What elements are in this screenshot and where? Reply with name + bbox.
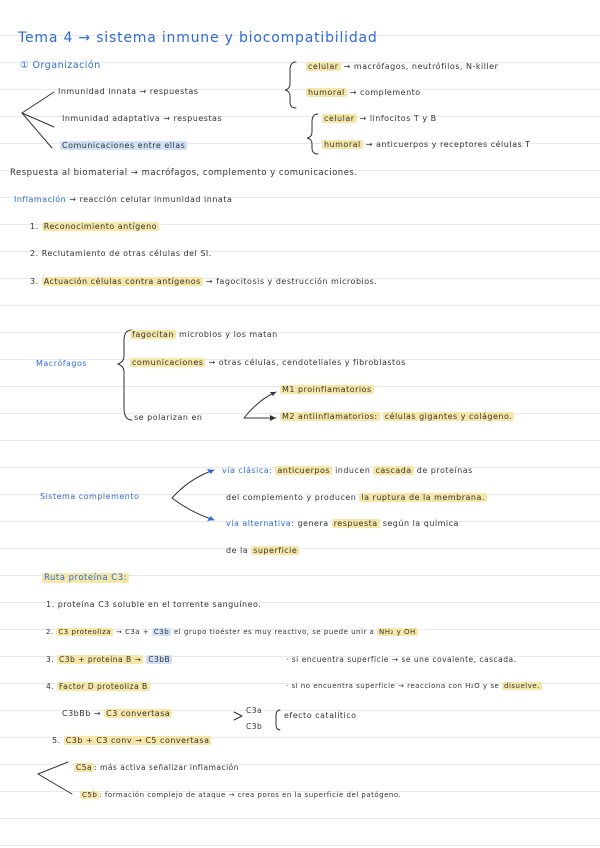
inflamacion-step-3: 3. Actuación células contra antígenos → fagocitosis y destrucción microbios. — [30, 277, 378, 286]
innata-label: Inmunidad innata → respuestas — [58, 87, 199, 96]
via-clasica-line-2: del complemento y producen la ruptura de la membrana. — [226, 493, 485, 502]
inflamacion-line: Inflamación → reacción celular inmunidad innata — [14, 195, 233, 204]
ruta-step-5: 5. C3b + C3 conv → C5 convertasa — [52, 736, 210, 745]
c3bbb-arrow — [234, 712, 242, 720]
macrofagos-label: Macrófagos — [36, 359, 88, 368]
ruta-step-2: 2. C3 proteoliza → C3a + C3b el grupo tioéster es muy reactivo, se puede unir a NH₂ y OH — [46, 628, 416, 636]
innata-brace — [285, 62, 296, 108]
c5-fork — [38, 762, 72, 794]
macrofagos-m2: M2 antiinflamatorios: células gigantes y colágeno. — [282, 412, 513, 421]
inflamacion-step-2: 2. Reclutamiento de otras células del SI. — [30, 249, 212, 258]
adaptativa-humoral: humoral → anticuerpos y receptores células T — [324, 140, 531, 149]
ruta-step-3: 3. C3b + proteína B → C3bB — [46, 655, 171, 664]
comunicaciones-label: Comunicaciones entre ellas — [62, 141, 186, 150]
via-clasica-line-1: vía clásica: anticuerpos inducen cascada de proteínas — [222, 466, 473, 475]
macrofagos-m1: M1 proinflamatorios — [282, 385, 372, 394]
c3bbb-brace — [276, 710, 280, 730]
page-title: Tema 4 → sistema inmune y biocompatibilidad — [18, 30, 378, 46]
complemento-arrow-down — [172, 498, 214, 520]
organizacion-arrow-shape-3 — [22, 113, 52, 148]
c3bbb-line: C3bBb → C3 convertasa — [62, 709, 171, 718]
organizacion-heading: ① Organización — [20, 60, 101, 71]
ruta-step-3-note: · si encuentra superficie → se une covalente, cascada. — [286, 655, 517, 664]
adaptativa-label: Inmunidad adaptativa → respuestas — [62, 114, 223, 123]
efecto-catalitico: efecto catalítico — [284, 711, 357, 720]
macrofagos-polarizan: se polarizan en — [134, 413, 203, 422]
ruta-step-4-note: · si no encuentra superficie → reacciona con H₂O y se disuelve. — [286, 682, 540, 690]
c3b-label: C3b — [246, 722, 263, 731]
c5b-line: C5b : formación complejo de ataque → crea poros en la superficie del patógeno. — [82, 791, 402, 799]
macrofagos-fagocitan: fagocitan microbios y los matan — [132, 330, 278, 339]
macrofagos-brace — [118, 330, 132, 420]
innata-celular: celular → macrófagos, neutrófilos, N-killer — [308, 62, 499, 71]
complemento-label: Sistema complemento — [40, 492, 140, 501]
adaptativa-celular: celular → linfocitos T y B — [324, 114, 437, 123]
ruta-step-1: 1. proteína C3 soluble en el torrente sanguíneo. — [46, 600, 262, 609]
via-alternativa-line-1: vía alternativa: genera respuesta según la química — [226, 519, 459, 528]
ruta-step-4: 4. Factor D proteoliza B — [46, 682, 148, 691]
complemento-arrow-up — [172, 470, 214, 498]
via-alternativa-line-2: de la superficie — [226, 546, 298, 555]
inflamacion-step-1: 1. Reconocimiento antígeno — [30, 222, 158, 231]
macrofagos-comunicaciones: comunicaciones → otras células, cendoteliales y fibroblastos — [132, 358, 406, 367]
c5a-line: C5a : más activa señalizar inflamación — [76, 763, 240, 772]
polarizan-arrow-up — [244, 392, 276, 418]
organizacion-arrow-shape — [22, 92, 54, 127]
c3a-label: C3a — [246, 706, 263, 715]
adaptativa-brace — [307, 114, 318, 154]
respuesta-line: Respuesta al biomaterial → macrófagos, complemento y comunicaciones. — [10, 168, 358, 178]
ruta-heading: Ruta proteína C3: — [44, 573, 127, 583]
innata-humoral: humoral → complemento — [308, 88, 421, 97]
